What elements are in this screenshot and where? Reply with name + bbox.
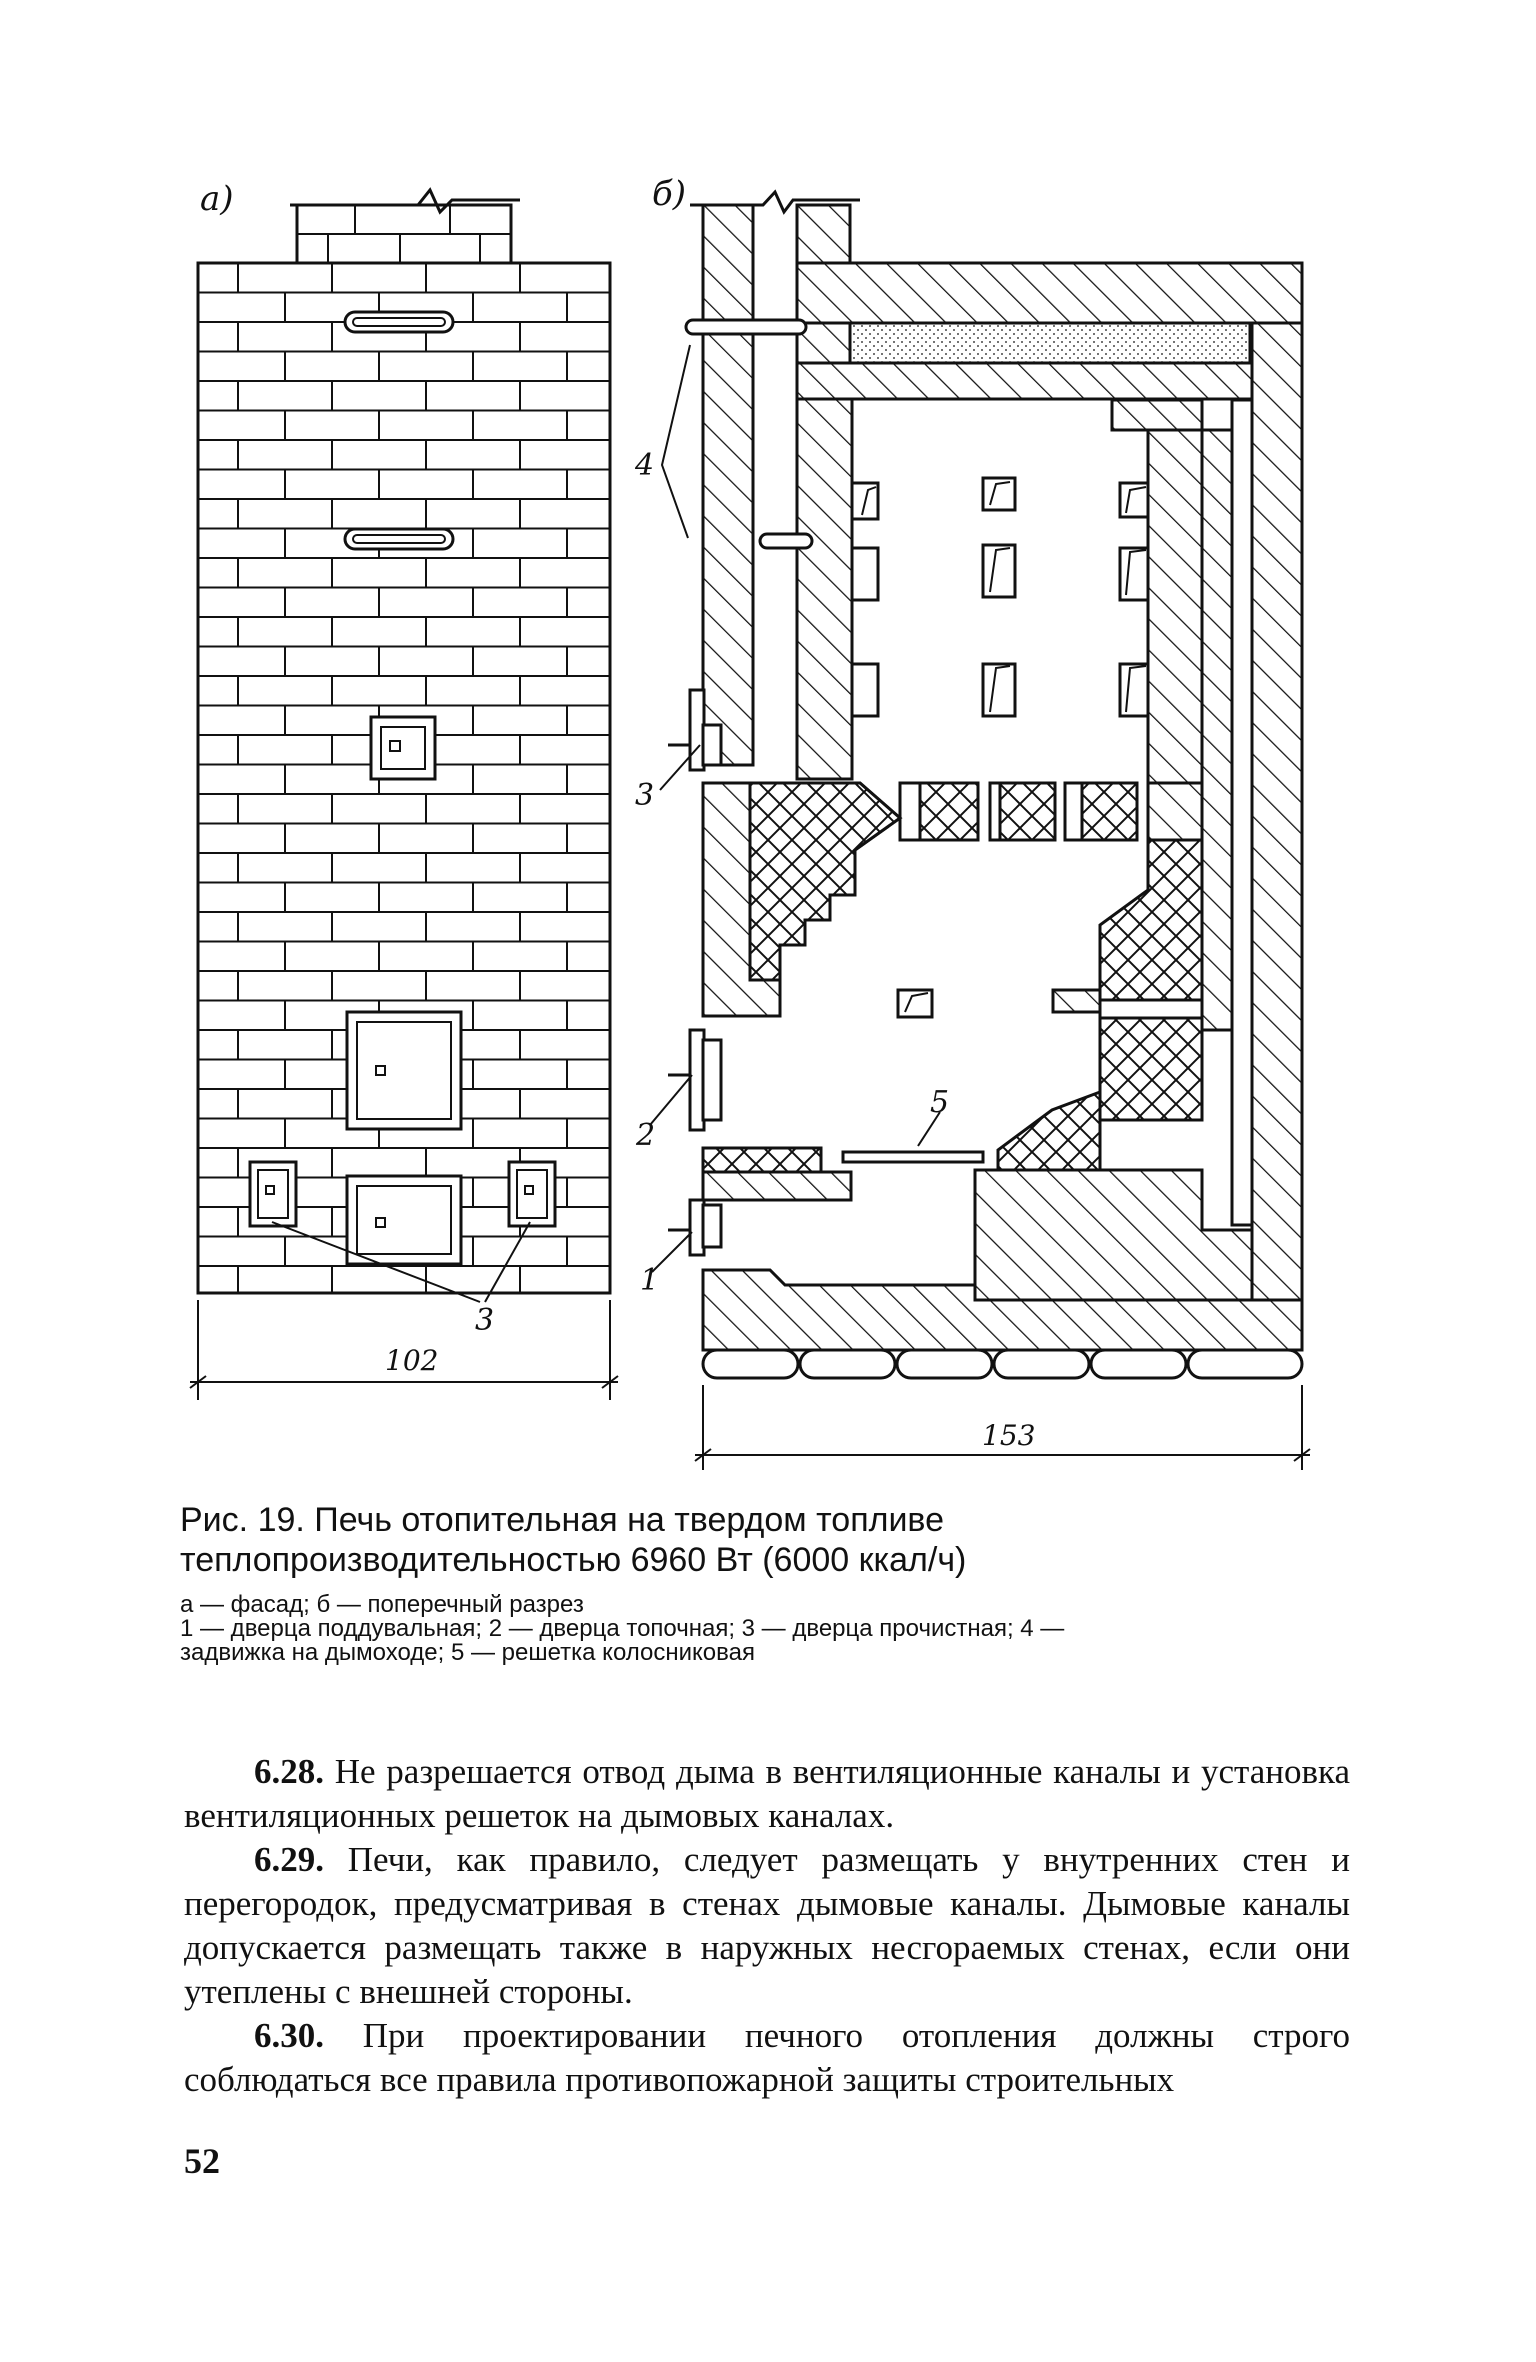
- dimension-153: 153: [982, 1419, 1036, 1452]
- panel-a-label: а): [200, 179, 234, 219]
- paragraph: [184, 1750, 1350, 1838]
- figure-caption-title: Рис. 19. Печь отопительная на твердом топливе теплопроизводительностью 6960 Вт (6000 ккал/ч): [180, 1501, 967, 1579]
- legend-line: 1 — дверца поддувальная; 2 — дверца топочная; 3 — дверца прочистная; 4 —: [180, 1615, 1065, 1642]
- paragraph-text: Не разрешается отвод дыма в вентиляционные каналы и установка вентиляционных решеток на дымовых каналах.: [184, 1752, 1350, 1835]
- callout-4: 4: [635, 448, 655, 483]
- figure-legend: [180, 1593, 1350, 1665]
- paragraph-number: 6.29.: [254, 1840, 324, 1879]
- panel-b-label: б): [652, 174, 687, 214]
- callout-3-facade: 3: [475, 1303, 495, 1338]
- page-number: 52: [184, 2141, 220, 2181]
- paragraph-text: При проектировании печного отопления должны строго соблюдаться все правила противопожарной защиты строительных: [184, 2016, 1350, 2099]
- body-text: [184, 1750, 1350, 2102]
- legend-line: задвижка на дымоходе; 5 — решетка колосниковая: [180, 1639, 755, 1666]
- callout-3-section: 3: [635, 778, 655, 813]
- paragraph-number: 6.30.: [254, 2016, 324, 2055]
- paragraph: [184, 2014, 1350, 2102]
- paragraph-text: Печи, как правило, следует размещать у внутренних стен и перегородок, предусматривая в стенах дымовые каналы. Дымовые каналы допускается размещать также в наружных несгораемых стенах, если они утеплены с внешней стороны.: [184, 1840, 1350, 2011]
- legend-line: а — фасад; б — поперечный разрез: [180, 1591, 584, 1618]
- callout-5: 5: [930, 1085, 950, 1120]
- section-view: [650, 192, 1310, 1470]
- callout-2: 2: [636, 1118, 656, 1153]
- paragraph-number: 6.28.: [254, 1752, 324, 1791]
- paragraph: [184, 1838, 1350, 2014]
- callout-1: 1: [640, 1263, 660, 1298]
- dimension-102: 102: [385, 1344, 439, 1377]
- facade-view: [190, 190, 618, 1400]
